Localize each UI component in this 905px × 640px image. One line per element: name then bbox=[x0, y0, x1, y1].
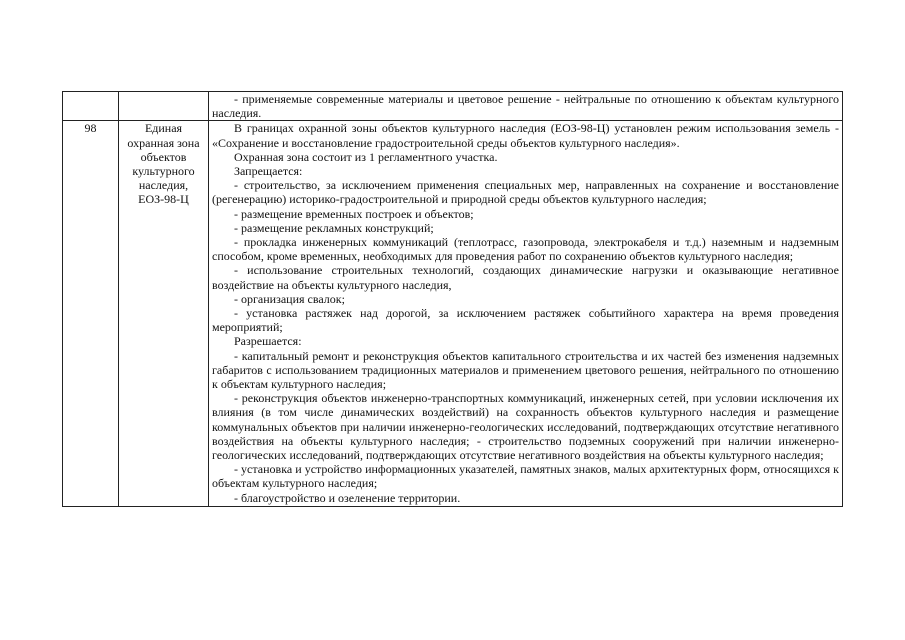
prohibited-heading: Запрещается: bbox=[234, 164, 303, 179]
permitted-heading: Разрешается: bbox=[234, 334, 302, 349]
permitted-item: - реконструкция объектов инженерно-транспортных коммуникаций, инженерных сетей, при условии исключения их влияния (в том числе динамических воздействий) на сохранность объектов культурного наследия и размещение коммунальных объектов при наличии инженерно-геологических исследований, подтверждающих отсутствие негативного воздействия на объекты культурного наследия; - строительство подземных сооружений при наличии инженерно-геологических исследований, подтверждающих отсутствие негативного воздействия на объекты культурного наследия; bbox=[212, 391, 839, 463]
zone-name-line: охранная зона bbox=[127, 135, 200, 150]
regime-text-cell bbox=[209, 92, 843, 121]
permitted-item: - установка и устройство информационных указателей, памятных знаков, малых архитектурных форм, относящихся к объектам культурного наследия; bbox=[212, 462, 839, 491]
zone-name-line: объектов bbox=[140, 149, 187, 164]
prohibited-item: - установка растяжек над дорогой, за исключением растяжек событийного характера на время проведения мероприятий; bbox=[212, 306, 839, 335]
permitted-item: - капитальный ремонт и реконструкция объектов капитального строительства и их частей без изменения надземных габаритов с использованием традиционных материалов и применением цветового решения, нейтрального по отношению к объектам культурного наследия; bbox=[212, 348, 839, 392]
zone-name-line: наследия, bbox=[138, 178, 189, 193]
row-number-cell: 98 bbox=[63, 121, 119, 506]
zone-name-line: ЕОЗ-98-Ц bbox=[138, 192, 189, 207]
row-number-cell bbox=[63, 92, 119, 121]
regime-paragraph: - применяемые современные материалы и цветовое решение - нейтральные по отношению к объектам культурного наследия. bbox=[212, 92, 839, 121]
regime-paragraph: Охранная зона состоит из 1 регламентного участка. bbox=[234, 149, 498, 164]
table-row-continuation bbox=[63, 92, 843, 121]
zone-name-line: культурного bbox=[132, 164, 195, 179]
prohibited-item: - размещение временных построек и объектов; bbox=[234, 206, 474, 221]
regime-paragraph: В границах охранной зоны объектов культурного наследия (ЕОЗ-98-Ц) установлен режим использования земель - «Сохранение и восстановление градостроительной среды объектов культурного наследия». bbox=[212, 121, 839, 150]
table-row-98 bbox=[63, 121, 843, 506]
prohibited-item: - организация свалок; bbox=[234, 291, 345, 306]
prohibited-item: - использование строительных технологий, создающих динамические нагрузки и оказывающие негативное воздействие на объекты культурного наследия, bbox=[212, 263, 839, 292]
zone-name-cell bbox=[119, 121, 209, 506]
prohibited-item: - размещение рекламных конструкций; bbox=[234, 220, 434, 235]
zone-name-cell bbox=[119, 92, 209, 121]
zone-name-line: Единая bbox=[144, 121, 183, 136]
permitted-item: - благоустройство и озеленение территории. bbox=[234, 490, 461, 505]
prohibited-item: - строительство, за исключением применения специальных мер, направленных на сохранение и восстановление (регенерацию) историко-градостроительной и природной среды объектов культурного наследия; bbox=[212, 178, 839, 207]
prohibited-item: - прокладка инженерных коммуникаций (теплотрасс, газопровода, электрокабеля и т.д.) наземным и надземным способом, кроме временных, необходимых для проведения работ по сохранению объектов культурного наследия; bbox=[212, 235, 839, 264]
regime-text-cell bbox=[209, 121, 843, 506]
regulation-table bbox=[62, 91, 843, 507]
